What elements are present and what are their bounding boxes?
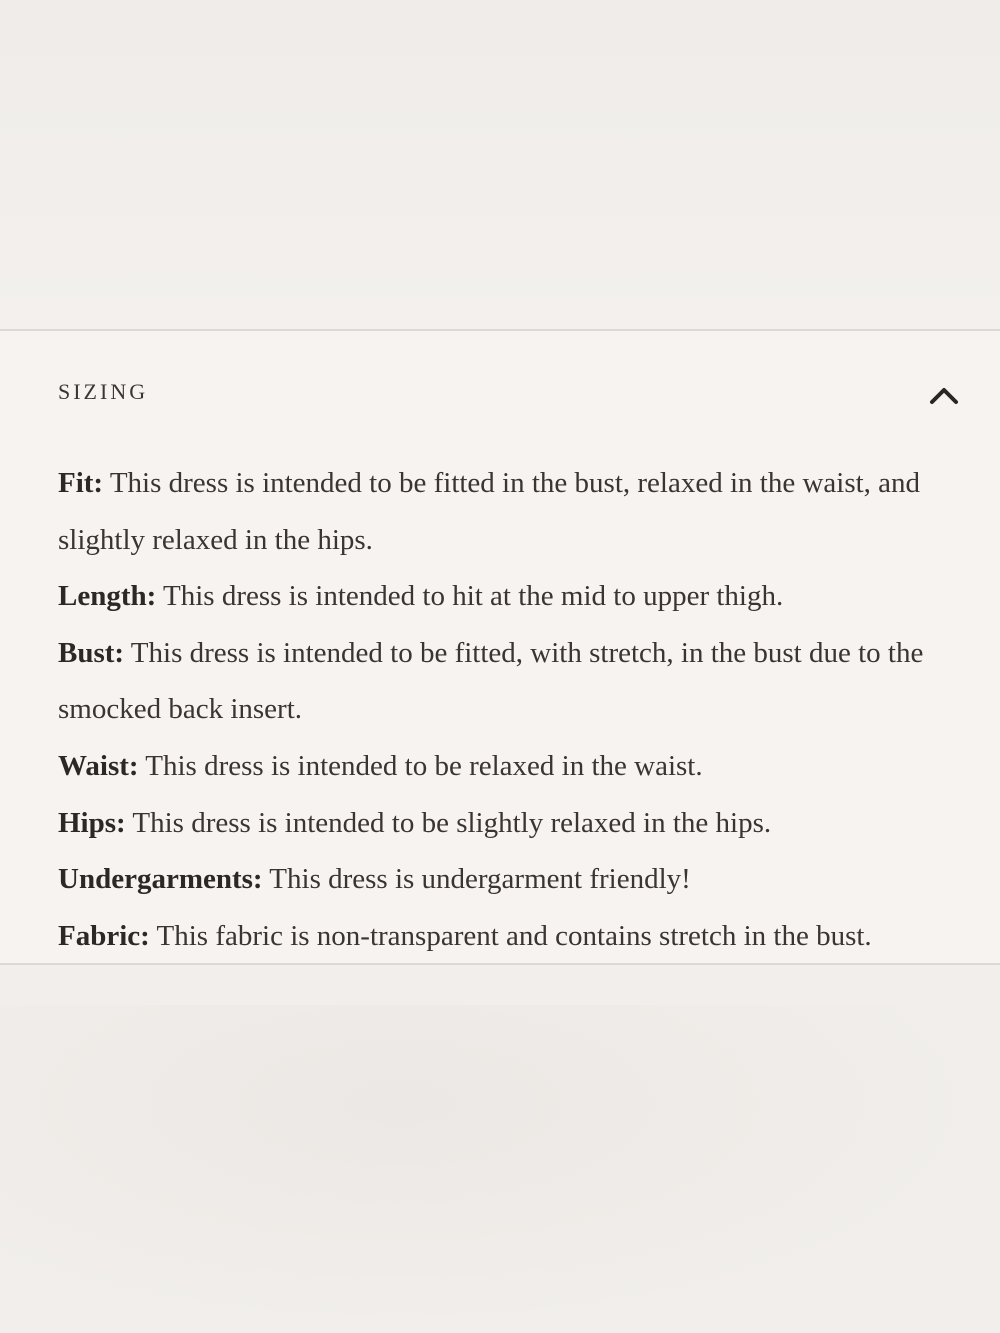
sizing-label: Fabric: bbox=[58, 919, 150, 952]
accordion-title: SIZING bbox=[58, 379, 149, 404]
sizing-row-bust bbox=[58, 625, 968, 738]
sizing-text: This dress is intended to be relaxed in the waist. bbox=[138, 749, 703, 782]
top-image-area bbox=[0, 0, 1000, 329]
sizing-label: Waist: bbox=[58, 749, 139, 782]
sizing-label: Hips: bbox=[58, 806, 126, 839]
sizing-accordion bbox=[0, 329, 1000, 965]
sizing-details bbox=[58, 455, 968, 964]
sizing-text: This dress is undergarment friendly! bbox=[262, 863, 691, 896]
sizing-label: Bust: bbox=[58, 636, 125, 669]
sizing-text: This fabric is non-transparent and contains stretch in the bust. bbox=[149, 919, 872, 952]
sizing-row-hips bbox=[58, 795, 968, 852]
sizing-row-length bbox=[58, 568, 968, 625]
sizing-row-fabric bbox=[58, 908, 968, 965]
sizing-row-fit bbox=[58, 455, 968, 568]
sizing-label: Fit: bbox=[58, 467, 104, 499]
sizing-label: Length: bbox=[58, 580, 157, 613]
sizing-text: This dress is intended to be slightly relaxed in the hips. bbox=[125, 806, 772, 839]
sizing-label: Undergarments: bbox=[58, 863, 263, 896]
bottom-image-area bbox=[0, 1005, 1000, 1333]
sizing-text: This dress is intended to hit at the mid to upper thigh. bbox=[156, 580, 784, 613]
sizing-text: This dress is intended to be fitted, with stretch, in the bust due to the smocked back insert. bbox=[58, 636, 924, 726]
sizing-row-undergarments bbox=[58, 851, 968, 908]
sizing-text: This dress is intended to be fitted in the bust, relaxed in the waist, and slightly relaxed in the hips. bbox=[58, 467, 921, 556]
sizing-row-waist bbox=[58, 738, 968, 795]
chevron-up-icon[interactable] bbox=[928, 381, 960, 409]
sizing-accordion-header[interactable] bbox=[0, 331, 1000, 457]
